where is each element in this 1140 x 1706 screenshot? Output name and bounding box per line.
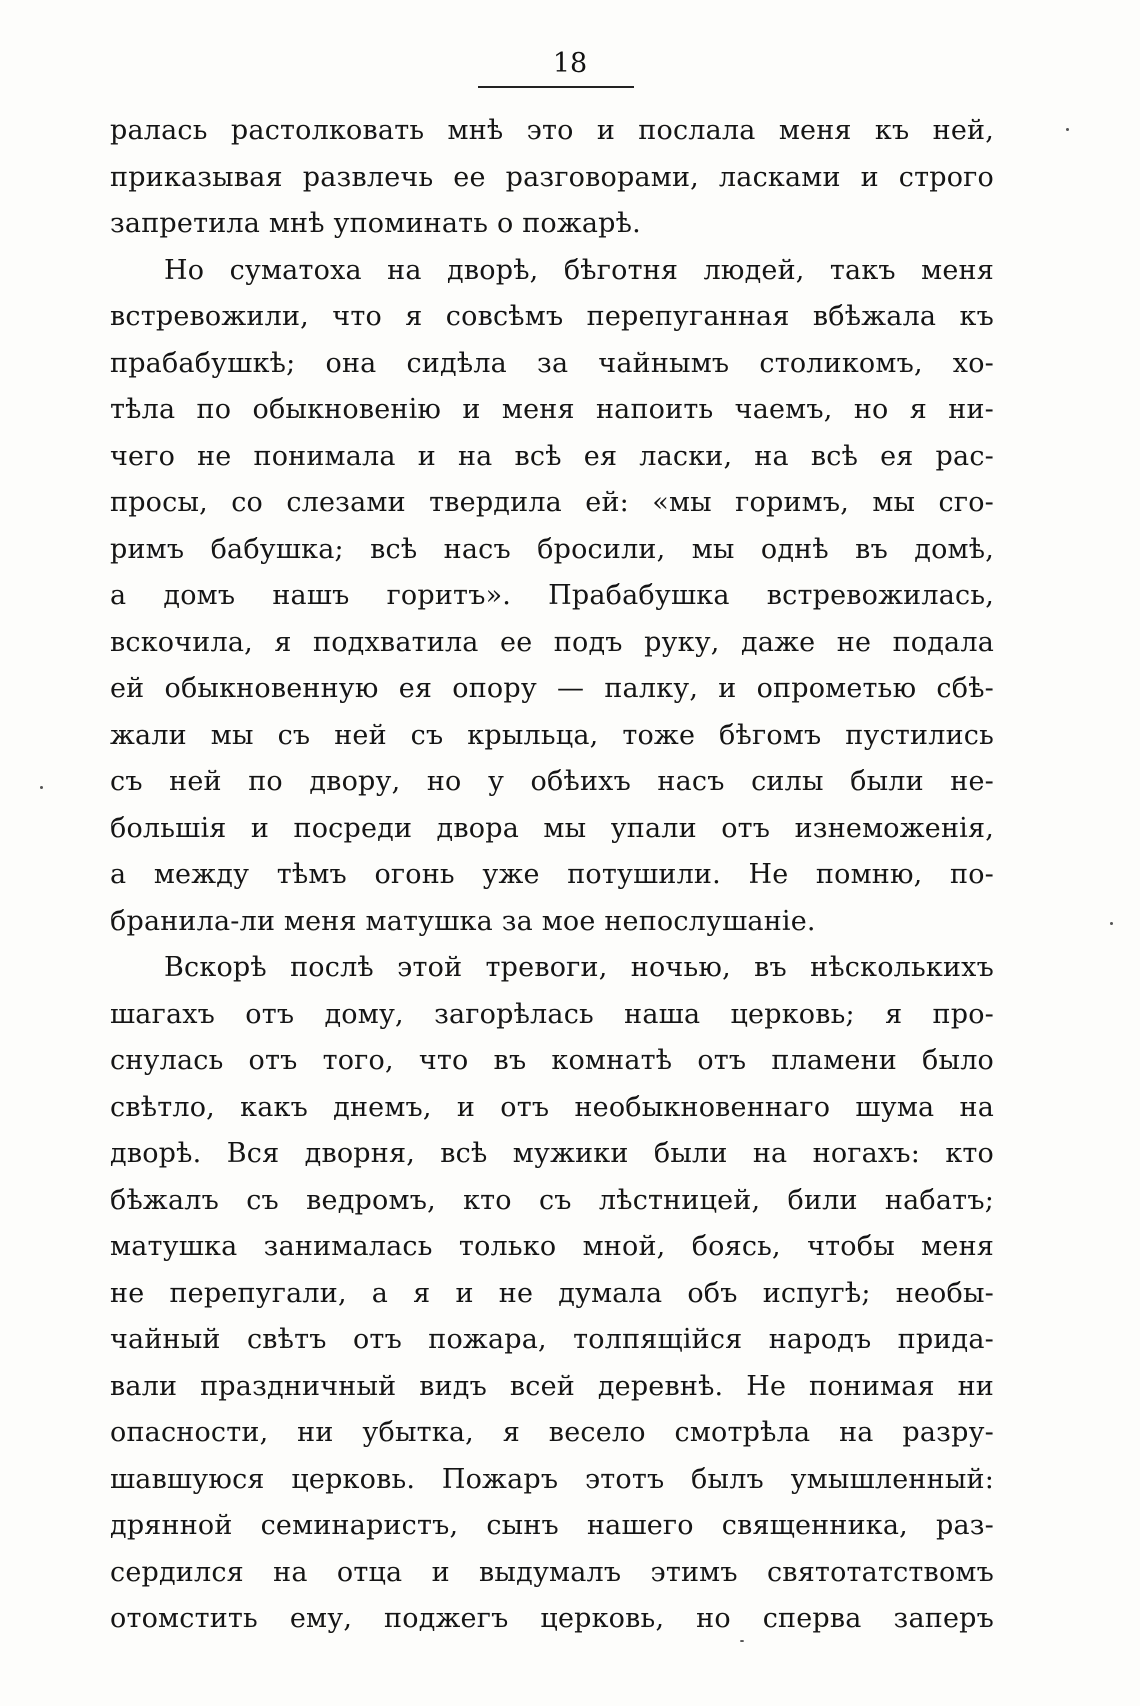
paragraph-first-line: Вскорѣ послѣ этой тревоги, ночью, въ нѣсколькихъ xyxy=(164,952,994,983)
text-line: вали праздничный видъ всей деревнѣ. Не понимая ни xyxy=(110,1370,994,1402)
text-line: а домъ нашъ горитъ». Прабабушка встревожилась, xyxy=(110,580,994,611)
text-line: не перепугали, а я и не думала объ испугѣ; необы- xyxy=(110,1277,994,1309)
text-line: сердился на отца и выдумалъ этимъ святотатствомъ xyxy=(110,1556,994,1588)
paper-speck xyxy=(740,1640,744,1642)
text-line: опасности, ни убытка, я весело смотрѣла на разру- xyxy=(110,1417,994,1448)
text-line: прабабушкѣ; она сидѣла за чайнымъ столикомъ, хо- xyxy=(110,347,994,379)
text-line: ей обыкновенную ея опору — палку, и опрометью сбѣ- xyxy=(110,673,994,704)
text-line: бранила-ли меня матушка за мое непослушаніе. xyxy=(110,905,816,937)
text-line: а между тѣмъ огонь уже потушили. Не помню, по- xyxy=(110,859,994,890)
text-line: большія и посреди двора мы упали отъ изнеможенія, xyxy=(110,812,994,844)
text-line: чайный свѣтъ отъ пожара, толпящійся народъ прида- xyxy=(110,1324,994,1355)
header-rule xyxy=(478,86,634,88)
text-line: бѣжалъ съ ведромъ, кто съ лѣстницей, били набатъ; xyxy=(110,1184,994,1216)
text-line: встревожили, что я совсѣмъ перепуганная вбѣжала къ xyxy=(110,301,994,332)
text-line: шавшуюся церковь. Пожаръ этотъ былъ умышленный: xyxy=(110,1463,994,1495)
text-line: ралась растолковать мнѣ это и послала меня къ ней, xyxy=(110,115,994,146)
text-line: чего не понимала и на всѣ ея ласки, на всѣ ея рас- xyxy=(110,440,994,472)
text-line: запретила мнѣ упоминать о пожарѣ. xyxy=(110,208,641,239)
text-line: дворѣ. Вся дворня, всѣ мужики были на ногахъ: кто xyxy=(110,1138,994,1169)
text-line: шагахъ отъ дому, загорѣлась наша церковь; я про- xyxy=(110,998,994,1030)
text-line: римъ бабушка; всѣ насъ бросили, мы однѣ въ домѣ, xyxy=(110,533,994,565)
text-line: жали мы съ ней съ крыльца, тоже бѣгомъ пустились xyxy=(110,719,994,751)
text-line: отомстить ему, поджегъ церковь, но сперва заперъ xyxy=(110,1603,994,1634)
text-line: матушка занималась только мной, боясь, чтобы меня xyxy=(110,1231,994,1262)
text-line: дрянной семинаристъ, сынъ нашего священника, раз- xyxy=(110,1510,994,1541)
text-line: съ ней по двору, но у обѣихъ насъ силы были не- xyxy=(110,766,994,797)
paper-speck xyxy=(40,786,43,789)
page-number: 18 xyxy=(552,48,588,79)
text-line: свѣтло, какъ днемъ, и отъ необыкновеннаго шума на xyxy=(110,1091,994,1123)
paper-speck xyxy=(1110,922,1113,925)
text-line: просы, со слезами твердила ей: «мы горимъ, мы сго- xyxy=(110,487,994,518)
body-text xyxy=(110,108,994,1643)
text-line: тѣла по обыкновенію и меня напоить чаемъ, но я ни- xyxy=(110,394,994,425)
paper-speck xyxy=(1066,128,1069,131)
text-line: снулась отъ того, что въ комнатѣ отъ пламени было xyxy=(110,1045,994,1076)
paragraph-first-line: Но суматоха на дворѣ, бѣготня людей, такъ меня xyxy=(164,254,994,286)
text-line: вскочила, я подхватила ее подъ руку, даже не подала xyxy=(110,626,994,658)
text-line: приказывая развлечь ее разговорами, ласками и строго xyxy=(110,161,994,193)
